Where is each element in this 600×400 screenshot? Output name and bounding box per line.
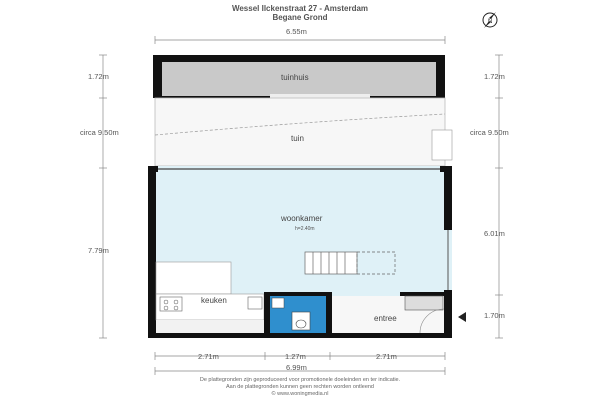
footer-line-3: © www.woningmedia.nl: [271, 391, 329, 397]
footer-line-1: De plattegronden zijn geproduceerd voor promotionele doeleinden en ter indicatie.: [199, 377, 401, 383]
label-entree: entree: [374, 314, 397, 323]
dim-bottom-total: 6.99m: [286, 363, 307, 372]
dim-bottom-right: 2.71m: [376, 352, 397, 361]
label-woonkamer-height: h=2.40m: [295, 226, 315, 232]
svg-text:N: N: [488, 19, 493, 25]
label-woonkamer: woonkamer: [281, 214, 323, 223]
dim-bottom-left: 2.71m: [198, 352, 219, 361]
dim-right-entree: 1.70m: [484, 311, 505, 320]
dim-top-width: 6.55m: [286, 27, 307, 36]
left-dimension-line: [99, 55, 107, 338]
dim-right-tuin: circa 9.50m: [470, 128, 509, 137]
top-dimension-line: [155, 36, 445, 44]
dim-right-tuinhuis: 1.72m: [484, 72, 505, 81]
toilet-room: [270, 296, 326, 333]
dim-right-woonkamer: 6.01m: [484, 229, 505, 238]
plan-title: Wessel Ilckenstraat 27 - Amsterdam: [231, 4, 369, 13]
dim-left-tuinhuis: 1.72m: [88, 72, 109, 81]
tuin-area: [155, 98, 452, 166]
dim-left-tuin: circa 9.50m: [80, 128, 119, 137]
dim-left-house: 7.79m: [88, 246, 109, 255]
dim-bottom-middle: 1.27m: [285, 352, 306, 361]
floor-name: Begane Grond: [272, 13, 328, 22]
label-tuin: tuin: [291, 134, 304, 143]
entrance-arrow-icon: [458, 312, 466, 322]
label-tuinhuis: tuinhuis: [281, 73, 309, 82]
label-keuken: keuken: [201, 296, 227, 305]
right-dimension-line: [495, 55, 503, 338]
footer-line-2: Aan de plattegronden kunnen geen rechten worden ontleend: [225, 384, 374, 390]
